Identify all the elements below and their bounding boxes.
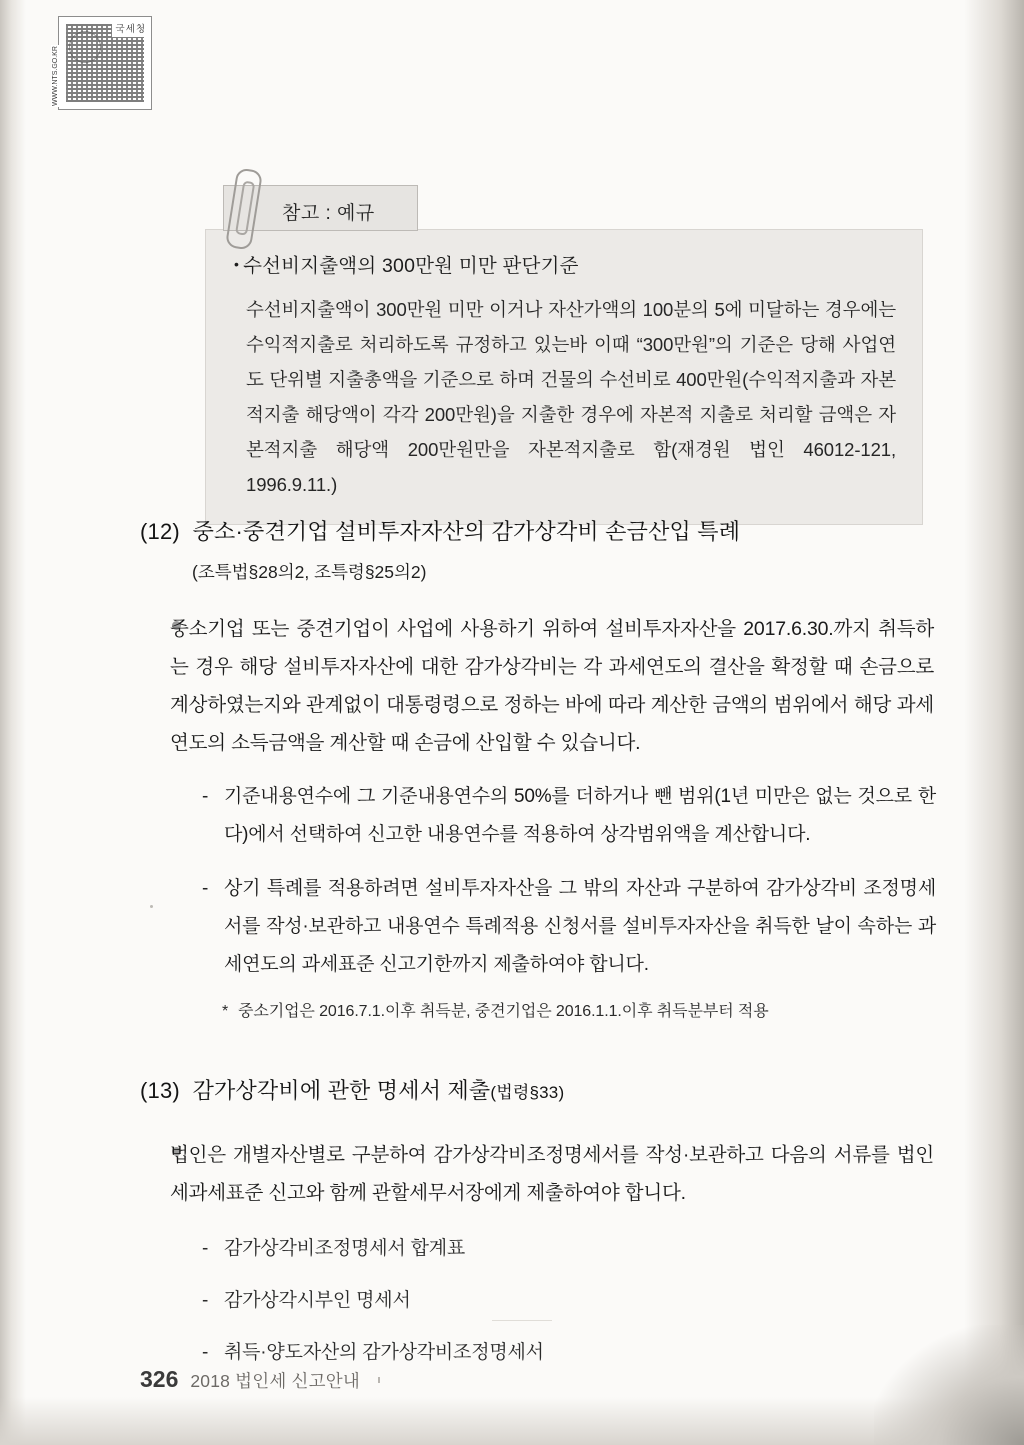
reference-note-box [205, 185, 923, 525]
bullet-dot-icon [140, 610, 170, 762]
reference-note-tab-wrap [205, 185, 923, 235]
reference-note-heading-text: 수선비지출액의 300만원 미만 판단기준 [243, 255, 579, 277]
nts-logo-stamp [52, 16, 152, 110]
section-13-bullet [140, 1136, 940, 1212]
scan-fold-mark [492, 1320, 552, 1321]
bullet-square-icon: • [234, 256, 240, 272]
dash-mark-icon: - [202, 1238, 209, 1259]
list-item [202, 1234, 940, 1264]
footer-tick-mark [378, 1377, 380, 1383]
page-footer [140, 1366, 360, 1393]
list-item [202, 1338, 940, 1368]
dash-mark-icon: - [202, 1290, 209, 1311]
section-13-number: (13) [140, 1078, 180, 1103]
section-12-dash-text-1: 기준내용연수에 그 기준내용연수의 50%를 더하거나 뺀 범위(1년 미만은 없는 것으로 한다)에서 선택하여 신고한 내용연수를 적용하여 상각범위액을 계산합니다. [224, 786, 936, 845]
dash-mark-icon: - [202, 878, 209, 899]
bullet-dot-icon [140, 1136, 170, 1212]
section-12-title: 중소·중견기업 설비투자자산의 감가상각비 손금산입 특례 [192, 519, 741, 544]
dash-mark-icon: - [202, 786, 209, 807]
dash-mark-icon: - [202, 1342, 209, 1363]
section-12-number: (12) [140, 519, 180, 544]
reference-note-body [205, 229, 923, 525]
section-12-dash-text-2: 상기 특례를 적용하려면 설비투자자산을 그 밖의 자산과 구분하여 감가상각비 조정명세서를 작성·보관하고 내용연수 특례적용 신청서를 설비투자자산을 취득한 날이 속하는 과세연도의 과세표준 신고기한까지 제출하여야 합니다. [224, 878, 936, 975]
section-13 [140, 1074, 940, 1368]
section-13-law-reference: (법령§33) [490, 1083, 565, 1102]
seal-icon [69, 31, 101, 63]
page-number: 326 [140, 1366, 179, 1392]
section-12 [140, 515, 940, 1026]
section-12-law-reference: (조특법§28의2, 조특령§25의2) [192, 562, 427, 582]
section-12-bullet [140, 610, 940, 762]
asterisk-icon: * [222, 1003, 229, 1020]
section-12-dash-item-2 [140, 870, 940, 984]
list-item [202, 1286, 940, 1316]
reference-note-tab-label: 참고 : 예규 [282, 203, 375, 224]
page-edge-shadow-left [0, 0, 26, 1445]
section-13-heading [140, 1074, 940, 1110]
main-content [140, 515, 940, 1368]
reference-note-paragraph: 수선비지출액이 300만원 미만 이거나 자산가액의 100분의 5에 미달하는 경우에는 수익적지출로 처리하도록 규정하고 있는바 이때 “300만원”의 기준은 당해 사업연도 단위별 지출총액을 기준으로 하며 건물의 수선비로 400만원(수익적지출과 자본적지출 해당액이 각각 200만원)을 지출한 경우에 자본적 지출로 처리할 금액은 자본적지출 해당액 200만원만을 자본적지출로 함(재경원 법인 46012-121, 1996.9.11.) [246, 299, 896, 495]
section-13-title: 감가상각비에 관한 명세서 제출 [192, 1078, 491, 1103]
section-12-heading [140, 515, 940, 549]
section-13-document-list [140, 1234, 940, 1368]
page-edge-shadow-bottom [0, 1397, 1024, 1445]
reference-note-heading [234, 250, 896, 278]
section-12-bullet-text: 중소기업 또는 중견기업이 사업에 사용하기 위하여 설비투자자산을 2017.6.30.까지 취득하는 경우 해당 설비투자자산에 대한 감가상각비는 각 과세연도의 결산을 확정할 때 손금으로 계상하였는지와 관계없이 대통령령으로 정하는 바에 따라 계산한 금액의 범위에서 해당 과세연도의 소득금액을 계산할 때 손금에 산입할 수 있습니다. [170, 618, 934, 754]
agency-url: WWW.NTS.GO.KR [52, 46, 59, 106]
list-item-label: 감가상각비조정명세서 합계표 [224, 1238, 466, 1259]
page-edge-shadow-right [964, 0, 1024, 1445]
footer-title: 2018 법인세 신고안내 [190, 1371, 360, 1391]
section-12-footnote [140, 998, 940, 1026]
list-item-label: 감가상각시부인 명세서 [224, 1290, 411, 1311]
section-12-dash-item-1 [140, 778, 940, 854]
scan-speck [150, 905, 153, 908]
agency-label: 국세청 [112, 19, 149, 37]
list-item-label: 취득·양도자산의 감가상각비조정명세서 [224, 1342, 544, 1363]
section-12-footnote-text: 중소기업은 2016.7.1.이후 취득분, 중견기업은 2016.1.1.이후 취득분부터 적용 [238, 1003, 769, 1020]
section-13-bullet-text: 법인은 개별자산별로 구분하여 감가상각비조정명세서를 작성·보관하고 다음의 서류를 법인세과세표준 신고와 함께 관할세무서장에게 제출하여야 합니다. [170, 1144, 934, 1204]
